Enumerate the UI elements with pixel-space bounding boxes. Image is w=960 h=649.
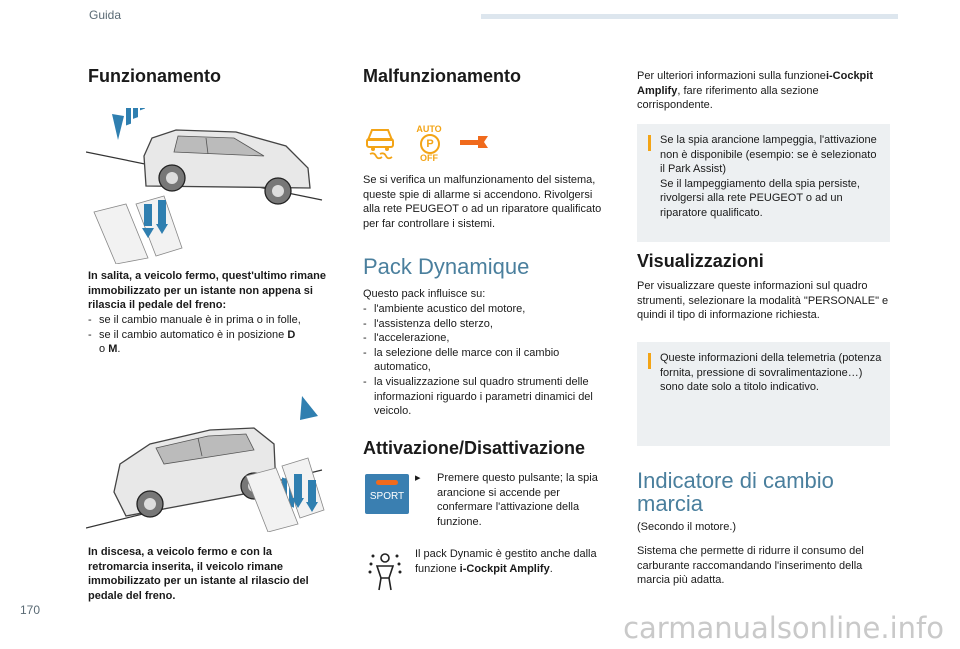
info-marker-icon: [648, 353, 651, 369]
title-attivazione: Attivazione/Disattivazione: [363, 438, 586, 458]
stability-warning-icon: [366, 124, 394, 160]
section-label: Guida: [89, 8, 122, 22]
page-number: 170: [20, 603, 41, 617]
list-item: - se il cambio manuale è in prima o in folle,: [88, 313, 328, 328]
arrow-right-icon: ▸: [415, 472, 421, 484]
uphill-car-icon: [144, 130, 310, 204]
downhill-car-icon: [114, 428, 276, 517]
watermark: carmanualsonline.info: [623, 611, 944, 645]
title-indicatore-cambio: Indicatore di cambio marcia: [637, 468, 834, 516]
sport-led-icon: [376, 480, 398, 485]
driver-assist-icon: [367, 552, 403, 592]
uphill-pedal-icon: [94, 196, 182, 264]
auto-p-off-warning-icon: AUTO P OFF: [416, 124, 442, 163]
gear-engine-note: (Secondo il motore.): [637, 521, 737, 533]
downhill-car-illustration: [86, 392, 326, 532]
title-malfunzionamento: Malfunzionamento: [363, 66, 521, 86]
uphill-list: [88, 313, 328, 357]
display-text: Per visualizzare queste informazioni sul quadro strumenti, selezionare la modalità "PERSONALE" e quindi il tipo di informazione richiesta.: [637, 280, 889, 322]
list-item: - se il cambio automatico è in posizione D o M.: [88, 328, 328, 357]
downhill-text: In discesa, a veicolo fermo e con la retromarcia inserita, il veicolo rimane immobilizzato per un istante al rilascio del pedale del freno.: [88, 546, 309, 602]
more-info-text: Per ulteriori informazioni sulla funzionei-Cockpit Amplify, fare riferimento alla sezione corrispondente.: [637, 70, 873, 112]
list-item: - la selezione delle marce con il cambio automatico,: [363, 346, 605, 375]
pack-list: [363, 302, 605, 419]
header-bar: [481, 14, 898, 19]
uphill-arrow-icon: [112, 108, 145, 140]
cockpit-text: Il pack Dynamic è gestito anche dalla funzione i-Cockpit Amplify.: [415, 548, 597, 575]
list-item: - l'assistenza dello sterzo,: [363, 317, 605, 332]
list-item: - l'accelerazione,: [363, 331, 605, 346]
title-funzionamento: Funzionamento: [88, 66, 221, 86]
list-item: - l'ambiente acustico del motore,: [363, 302, 605, 317]
uphill-lead-text: In salita, a veicolo fermo, quest'ultimo rimane immobilizzato per un istante non appena si rilascia il pedale del freno:: [88, 270, 326, 312]
malfunction-text: Se si verifica un malfunzionamento del sistema, queste spie di allarme si accendono. Rivolgersi alla rete PEUGEOT o ad un riparatore qualificato per far controllare i sistemi.: [363, 174, 602, 230]
activation-text: ▸ Premere questo pulsante; la spia arancione si accende per confermare l'attivazione della funzione.: [415, 472, 598, 528]
sport-button: SPORT: [365, 474, 409, 514]
pack-intro: Questo pack influisce su:: [363, 288, 486, 300]
list-item: - la visualizzazione sul quadro strumenti delle informazioni riguardo i parametri dinamici del veicolo.: [363, 375, 605, 419]
info-marker-icon: [648, 135, 651, 151]
warning-note-blink: Se la spia arancione lampeggia, l'attivazione non è disponibile (esempio: se è selezionato il Park Assist) Se il lampeggiamento della spia persiste, rivolgersi alla rete PEUGEOT o ad un riparatore qualificato.: [637, 124, 890, 242]
title-visualizzazioni: Visualizzazioni: [637, 251, 764, 271]
wrench-warning-icon: [458, 133, 490, 151]
title-pack-dynamique: Pack Dynamique: [363, 254, 530, 279]
telemetry-note: Queste informazioni della telemetria (potenza fornita, pressione di sovralimentazione…) sono date solo a titolo indicativo.: [637, 342, 890, 446]
gear-text: Sistema che permette di ridurre il consumo del carburante raccomandando l'inserimento della marcia più adatta.: [637, 545, 864, 587]
uphill-car-illustration: [86, 108, 326, 264]
